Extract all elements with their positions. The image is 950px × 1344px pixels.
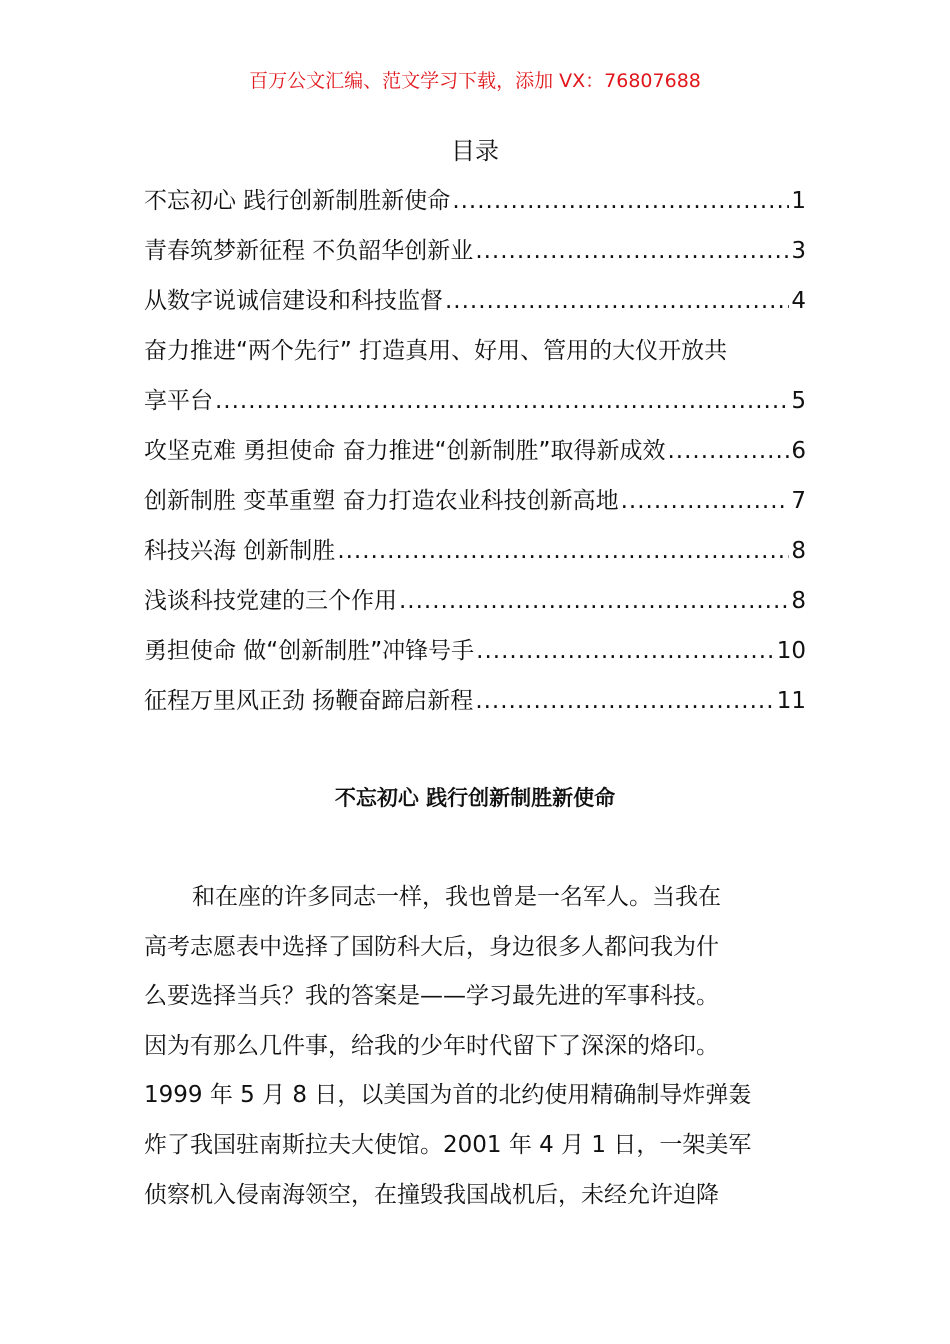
toc-entry[interactable]: [144, 526, 806, 576]
toc-leader-dots: [452, 176, 789, 226]
toc-entry-label: 从数字说诚信建设和科技监督: [144, 288, 443, 314]
toc-entry-page: 5: [791, 388, 806, 414]
body-line: 侦察机入侵南海领空，在撞毁我国战机后，未经允许迫降: [144, 1181, 719, 1208]
section-title: 不忘初心 践行创新制胜新使命: [334, 786, 616, 810]
toc-entry-page: 1: [791, 188, 806, 214]
body-line: 么要选择当兵？我的答案是——学习最先进的军事科技。: [144, 983, 719, 1010]
toc-entry-label: 浅谈科技党建的三个作用: [144, 588, 397, 614]
toc-leader-dots: [445, 276, 789, 326]
toc-leader-dots: [337, 526, 789, 576]
toc-entry[interactable]: [144, 626, 806, 676]
toc-leader-dots: [475, 226, 789, 276]
toc-entry[interactable]: [144, 576, 806, 626]
toc-entry[interactable]: [144, 226, 806, 276]
toc-entry-page: 4: [791, 288, 806, 314]
toc-entry-label: 创新制胜 变革重塑 奋力打造农业科技创新高地: [144, 488, 619, 514]
toc-entry[interactable]: [144, 476, 806, 526]
section-body: [144, 873, 806, 1220]
toc-leader-dots: [215, 376, 789, 426]
body-line: 高考志愿表中选择了国防科大后，身边很多人都问我为什: [144, 933, 719, 960]
header-banner: 百万公文汇编、范文学习下载，添加 VX：76807688: [249, 70, 701, 92]
toc-entry-page: 8: [791, 588, 806, 614]
toc-leader-dots: [667, 426, 789, 476]
toc-entry-page: 3: [791, 238, 806, 264]
toc-entry-label: 青春筑梦新征程 不负韶华创新业: [144, 238, 474, 264]
toc-entry[interactable]: [144, 676, 806, 726]
toc-entry-label: 享平台: [144, 388, 213, 414]
toc-leader-dots: [476, 626, 775, 676]
toc-entry[interactable]: [144, 176, 806, 226]
toc-entry-page: 6: [791, 438, 806, 464]
body-line: 炸了我国驻南斯拉夫大使馆。2001 年 4 月 1 日，一架美军: [144, 1131, 752, 1158]
toc-entry-page: 11: [776, 688, 806, 714]
toc-leader-dots: [475, 676, 774, 726]
toc-leader-dots: [399, 576, 789, 626]
toc-entry[interactable]: [144, 376, 806, 426]
toc-entry-page: 8: [791, 538, 806, 564]
body-line: 因为有那么几件事，给我的少年时代留下了深深的烙印。: [144, 1032, 719, 1059]
toc-entry[interactable]: [144, 426, 806, 476]
toc-entry-page: 10: [776, 638, 806, 664]
toc-entry-label: 科技兴海 创新制胜: [144, 538, 336, 564]
toc-entry-label: 不忘初心 践行创新制胜新使命: [144, 188, 451, 214]
toc-entry[interactable]: [144, 276, 806, 326]
body-line: 和在座的许多同志一样，我也曾是一名军人。当我在: [192, 884, 721, 910]
table-of-contents: [144, 176, 806, 726]
toc-entry-page: 7: [791, 488, 806, 514]
toc-leader-dots: [621, 476, 790, 526]
toc-entry-wrapped-line[interactable]: 奋力推进“两个先行” 打造真用、好用、管用的大仪开放共: [144, 338, 728, 364]
toc-title: 目录: [451, 137, 499, 165]
toc-entry-label: 征程万里风正劲 扬鞭奋蹄启新程: [144, 688, 474, 714]
toc-entry-label: 勇担使命 做“创新制胜”冲锋号手: [144, 638, 475, 664]
body-line: 1999 年 5 月 8 日，以美国为首的北约使用精确制导炸弹轰: [144, 1082, 752, 1109]
toc-entry-label: 攻坚克难 勇担使命 奋力推进“创新制胜”取得新成效: [144, 438, 666, 464]
